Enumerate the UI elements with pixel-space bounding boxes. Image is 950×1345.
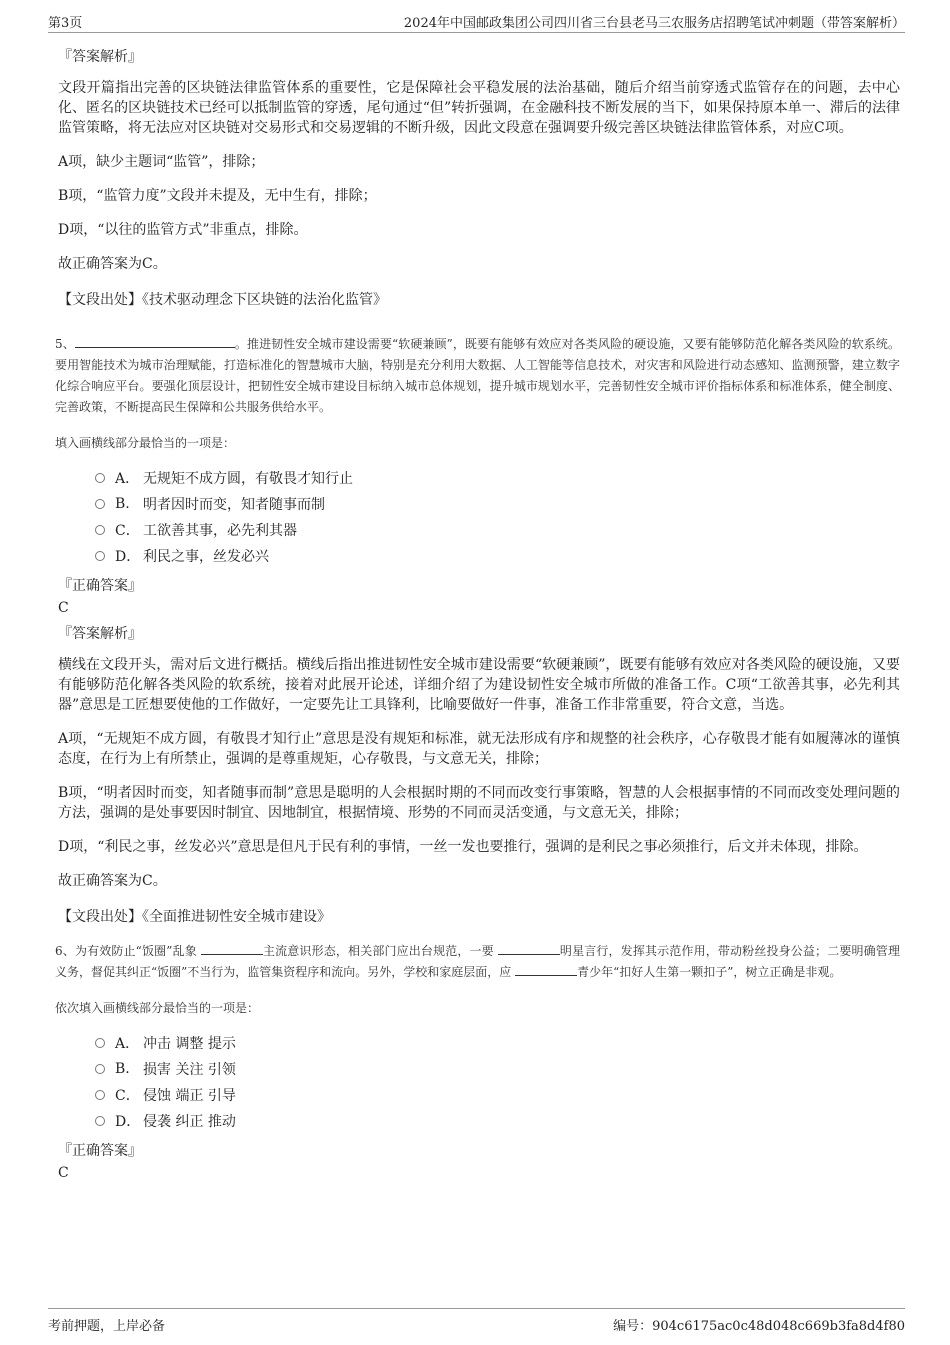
q6-option-d[interactable]: D． 侵袭 纠正 推动 — [95, 1108, 900, 1134]
radio-icon[interactable] — [95, 1064, 105, 1074]
radio-icon[interactable] — [95, 1038, 105, 1048]
q6-options — [95, 1030, 900, 1134]
q6-option-a[interactable]: A． 冲击 调整 提示 — [95, 1030, 900, 1056]
radio-icon[interactable] — [95, 499, 105, 509]
q5-analysis-main: 横线在文段开头，需对后文进行概括。横线后指出推进韧性安全城市建设需要“软硬兼顾”，既要有能够有效应对各类风险的硬设施，又要有能够防范化解各类风险的软系统，接着对此展开论述，详细介绍了为建设韧性安全城市所做的准备工作。C项“工欲善其事，必先利其器”意思是工匠想要使他的工作做好，一定要先让工具锋利，比喻要做好一件事，准备工作非常重要，符合文意，当选。 — [58, 657, 900, 713]
page-header — [48, 10, 905, 33]
q6-option-c[interactable]: C． 侵蚀 端正 引导 — [95, 1082, 900, 1108]
q4-analysis-a: A项，缺少主题词“监管”，排除； — [58, 154, 265, 170]
q5-number: 5、 — [55, 337, 75, 351]
q5-analysis-d: D项，“利民之事，丝发必兴”意思是但凡于民有利的事情，一丝一发也要推行，强调的是利民之事必须推行，后文并未体现，排除。 — [58, 839, 868, 855]
q6-prompt: 依次填入画横线部分最恰当的一项是： — [55, 1001, 260, 1015]
q5-option-a[interactable]: A． 无规矩不成方圆，有敬畏才知行止 — [95, 465, 900, 491]
footer-code: 编号：904c6175ac0c48d048c669b3fa8d4f80 — [613, 1319, 905, 1334]
q4-conclusion: 故正确答案为C。 — [58, 256, 167, 272]
page-content — [55, 40, 900, 1182]
radio-icon[interactable] — [95, 525, 105, 535]
q5-analysis-label: 『答案解析』 — [58, 626, 142, 642]
q5-option-c[interactable]: C． 工欲善其事，必先利其器 — [95, 517, 900, 543]
q5-conclusion: 故正确答案为C。 — [58, 873, 167, 889]
q5-source: 【文段出处】《全面推进韧性安全城市建设》 — [58, 909, 331, 925]
q4-analysis-main: 文段开篇指出完善的区块链法律监管体系的重要性，它是保障社会平稳发展的法治基础，随后介绍当前穿透式监管存在的问题，去中心化、匿名的区块链技术已经可以抵制监管的穿透，尾句通过“但”转折强调，在金融科技不断发展的当下，如果保持原本单一、滞后的法律监管策略，将无法应对区块链对交易形式和交易逻辑的不断升级，因此文段意在强调要升级完善区块链法律监管体系，对应C项。 — [58, 80, 900, 136]
radio-icon[interactable] — [95, 551, 105, 561]
q6-blank-3 — [515, 963, 577, 976]
q4-analysis-b: B项，“监管力度”文段并未提及，无中生有，排除； — [58, 188, 377, 204]
q6-stem: 6、为有效防止“饭圈”乱象 主流意识形态，相关部门应出台规范，一要 明星言行，发挥其示范作用，带动粉丝投身公益；二要明确管理义务，督促其纠正“饭圈”不当行为，监管集资程序和流向。另外，学校和家庭层面，应 青少年“扣好人生第一颗扣子”，树立正确是非观。 — [55, 944, 900, 979]
q6-option-b[interactable]: B. 损害 关注 引领 — [95, 1056, 900, 1082]
q5-options — [95, 465, 900, 569]
q5-prompt: 填入画横线部分最恰当的一项是： — [55, 436, 236, 450]
page-footer — [48, 1308, 905, 1339]
q5-answer-label: 『正确答案』 — [58, 578, 142, 594]
q6-blank-1 — [201, 942, 263, 955]
document-title: 2024年中国邮政集团公司四川省三台县老马三农服务店招聘笔试冲刺题（带答案解析） — [403, 16, 905, 31]
q5-stem — [55, 334, 900, 418]
q5-option-b[interactable]: B. 明者因时而变，知者随事而制 — [95, 491, 900, 517]
q5-answer: C — [58, 600, 69, 616]
q6-number: 6、 — [55, 944, 75, 958]
radio-icon[interactable] — [95, 473, 105, 483]
q6-answer-label: 『正确答案』 — [58, 1143, 142, 1159]
q5-analysis-a: A项，“无规矩不成方圆，有敬畏才知行止”意思是没有规矩和标准，就无法形成有序和规整的社会秩序，心存敬畏才能有如履薄冰的谨慎态度，在行为上有所禁止，强调的是尊重规矩，心存敬畏，与文意无关，排除； — [58, 731, 900, 767]
q5-text: 。推进韧性安全城市建设需要“软硬兼顾”，既要有能够有效应对各类风险的硬设施，又要有能够防范化解各类风险的软系统。要用智能技术为城市治理赋能，打造标准化的智慧城市大脑，特别是充分利用大数据、人工智能等信息技术，对灾害和风险进行动态感知、监测预警，建立数字化综合响应平台。要强化顶层设计，把韧性安全城市建设目标纳入城市总体规划，提升城市规划水平，完善韧性安全城市评价指标体系和标准体系，健全制度、完善政策，不断提高民生保障和公共服务供给水平。 — [55, 337, 900, 414]
q5-option-d[interactable]: D． 利民之事，丝发必兴 — [95, 543, 900, 569]
radio-icon[interactable] — [95, 1116, 105, 1126]
q5-analysis-b: B项，“明者因时而变，知者随事而制”意思是聪明的人会根据时期的不同而改变行事策略，智慧的人会根据事情的不同而改变处理问题的方法，强调的是处事要因时制宜、因地制宜，根据情境、形势的不同而灵活变通，与文意无关，排除； — [58, 785, 900, 821]
q4-source: 【文段出处】《技术驱动理念下区块链的法治化监管》 — [58, 292, 387, 308]
footer-slogan: 考前押题，上岸必备 — [48, 1319, 166, 1334]
q4-analysis-d: D项，“以往的监管方式”非重点，排除。 — [58, 222, 308, 238]
page-number: 第3页 — [48, 16, 83, 31]
radio-icon[interactable] — [95, 1090, 105, 1100]
q6-blank-2 — [498, 942, 560, 955]
q6-answer: C — [58, 1165, 69, 1181]
q4-analysis-label: 『答案解析』 — [58, 49, 142, 65]
q5-blank — [75, 335, 235, 348]
